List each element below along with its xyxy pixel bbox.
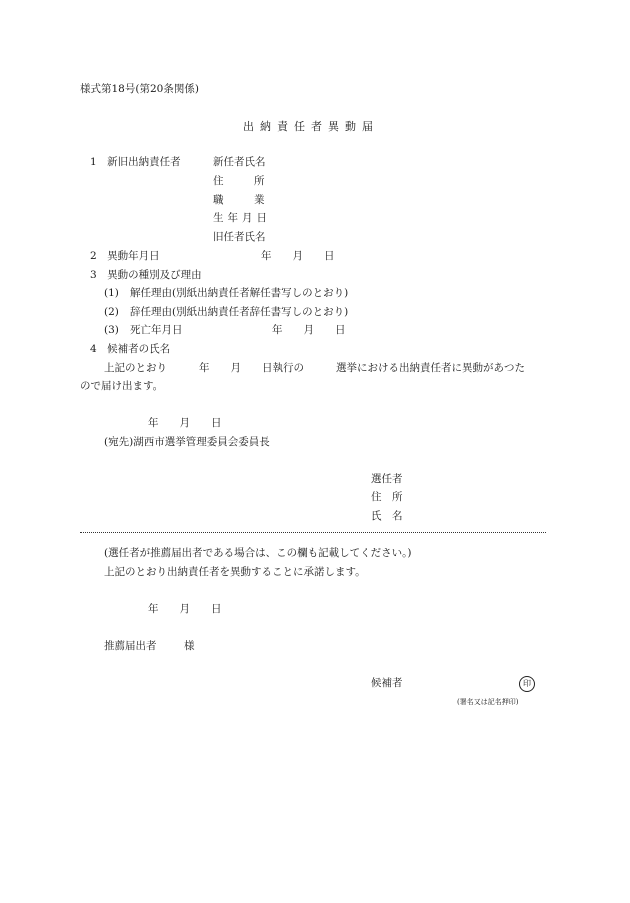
signer-name: 氏 名: [371, 510, 403, 522]
consent-date: 年 月 日: [148, 603, 222, 615]
form-reference: 様式第18号(第20条関係): [80, 83, 199, 95]
signer-address: 住 所: [371, 491, 403, 503]
signer-role: 選任者: [371, 473, 403, 485]
occupation-label: 職 業: [213, 194, 275, 206]
body-line1-date: 年 月 日執行の: [199, 362, 304, 374]
reason-1-number: (1): [104, 287, 119, 299]
submission-date: 年 月 日: [148, 417, 222, 429]
section4-label: 4 候補者の氏名: [90, 343, 171, 355]
address-label: 住 所: [213, 175, 275, 187]
old-name-label: 旧任者氏名: [213, 231, 266, 243]
body-line2: ので届け出ます。: [80, 380, 164, 392]
reason-2-number: (2): [104, 306, 119, 318]
death-date: 年 月 日: [272, 324, 346, 336]
candidate-label: 候補者: [371, 677, 403, 689]
consent-statement: 上記のとおり出納責任者を異動することに承諾します。: [104, 566, 366, 578]
reason-3-number: (3): [104, 324, 119, 336]
section3-label: 3 異動の種別及び理由: [90, 269, 202, 281]
body-line1-start: 上記のとおり: [104, 362, 167, 374]
birthdate-label: 生年月日: [213, 212, 271, 224]
reason-3-text: 死亡年月日: [130, 324, 183, 336]
seal-mark: 印: [519, 676, 535, 692]
seal-note: (署名又は記名押印): [457, 698, 519, 706]
recommender-label: 推薦届出者: [104, 640, 157, 652]
addressee: (宛先)湖西市選挙管理委員会委員長: [104, 436, 270, 448]
change-date: 年 月 日: [261, 250, 335, 262]
honorific: 様: [184, 640, 195, 652]
reason-2-text: 辞任理由(別紙出納責任者辞任書写しのとおり): [130, 306, 349, 318]
new-name-label: 新任者氏名: [213, 156, 266, 168]
recommender-note: (選任者が推薦届出者である場合は、この欄も記載してください。): [104, 547, 412, 559]
section1-label: 1 新旧出納責任者: [90, 156, 181, 168]
form-title: 出納責任者異動届: [243, 120, 379, 133]
body-line1-end: 選挙における出納責任者に異動があつた: [336, 362, 525, 374]
cut-line: [80, 532, 546, 533]
reason-1-text: 解任理由(別紙出納責任者解任書写しのとおり): [130, 287, 349, 299]
section2-label: 2 異動年月日: [90, 250, 160, 262]
